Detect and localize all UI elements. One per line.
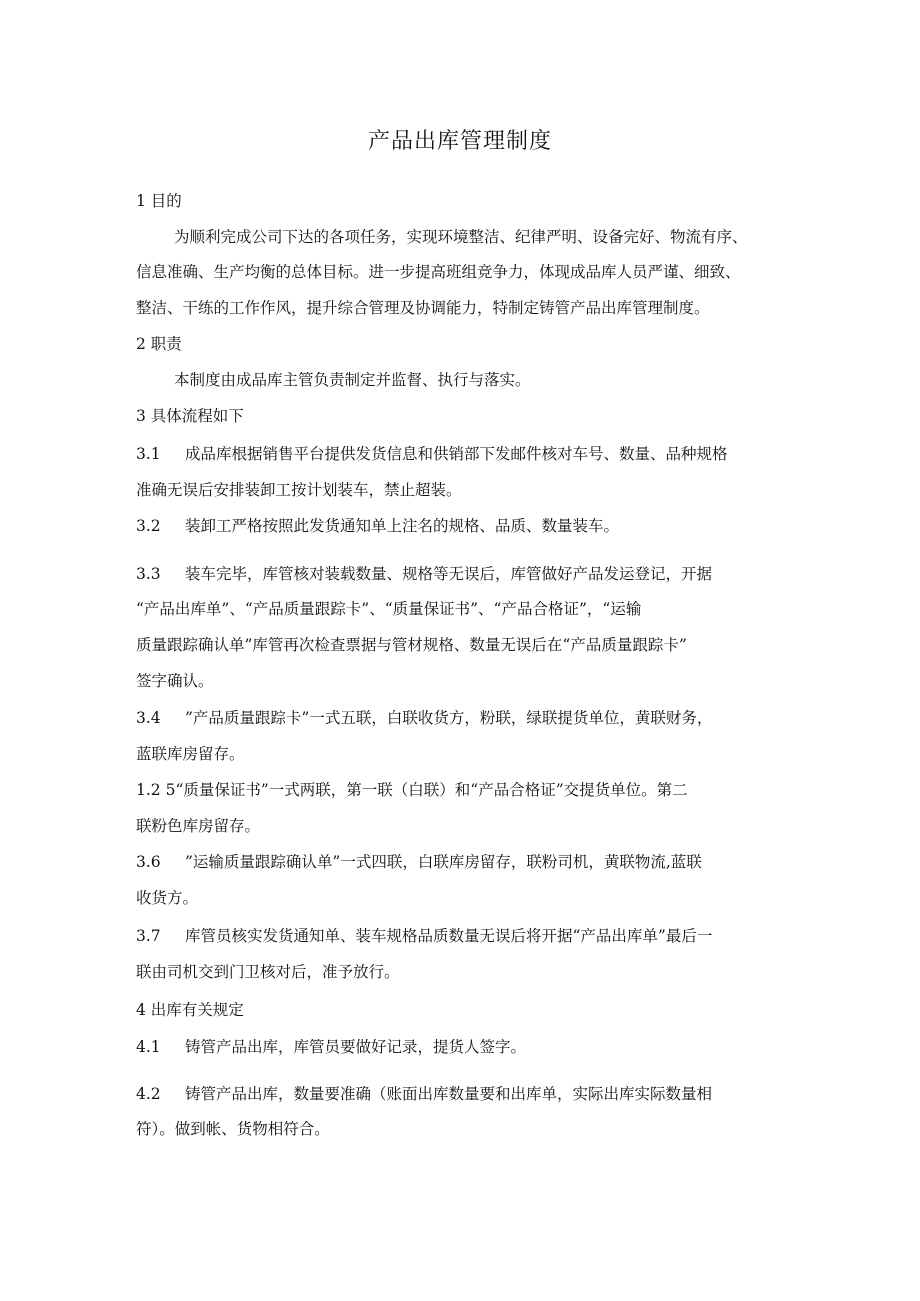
item-text: ”产品质量跟踪卡”一式五联，白联收货方，粉联，绿联提货单位，黄联财务， <box>185 709 713 727</box>
paragraph-line: 本制度由成品库主管负责制定并监督、执行与落实。 <box>174 371 531 389</box>
paragraph-line: 为顺利完成公司下达的各项任务，实现环境整洁、纪律严明、设备完好、物流有序、 <box>174 228 748 246</box>
section-heading-duties: 2 职责 <box>136 335 182 353</box>
paragraph-line: 准确无误后安排装卸工按计划装车，禁止超装。 <box>136 481 462 499</box>
paragraph-line: 收货方。 <box>136 889 199 907</box>
item-text: 铸管产品出库，数量要准确（账面出库数量要和出库单，实际出库实际数量相 <box>185 1085 713 1103</box>
item-number: 4.2 <box>136 1085 161 1103</box>
item-text: 装车完毕，库管核对装载数量、规格等无误后，库管做好产品发运登记，开据 <box>185 565 713 583</box>
item-number: 3.3 <box>136 565 161 583</box>
item-number: 4.1 <box>136 1038 161 1056</box>
paragraph-line: 蓝联库房留存。 <box>136 745 245 763</box>
item-number: 3.4 <box>136 709 161 727</box>
document-title: 产品出库管理制度 <box>367 129 552 154</box>
paragraph-line: “产品出库单”、“产品质量跟踪卡”、“质量保证书”、“产品合格证”，“运输 <box>136 600 642 618</box>
item-text: 装卸工严格按照此发货通知单上注名的规格、品质、数量装车。 <box>185 517 620 535</box>
paragraph-line: 联由司机交到门卫核对后，准予放行。 <box>136 963 400 981</box>
section-heading-process: 3 具体流程如下 <box>136 407 244 425</box>
item-text: 库管员核实发货通知单、装车规格品质数量无误后将开据“产品出库单”最后一 <box>185 927 713 945</box>
item-number: 3.2 <box>136 517 161 535</box>
paragraph-line: 整洁、干练的工作作风，提升综合管理及协调能力，特制定铸管产品出库管理制度。 <box>136 299 710 317</box>
paragraph-line: 签字确认。 <box>136 672 214 690</box>
paragraph-line: 联粉色库房留存。 <box>136 817 261 835</box>
item-text: ”运输质量跟踪确认单”一式四联，白联库房留存，联粉司机，黄联物流,蓝联 <box>185 853 702 871</box>
section-heading-rules: 4 出库有关规定 <box>136 1001 244 1019</box>
item-number: 3.7 <box>136 927 161 945</box>
item-text: 铸管产品出库，库管员要做好记录，提货人签字。 <box>185 1038 527 1056</box>
paragraph-line: 信息准确、生产均衡的总体目标。进一步提高班组竞争力，体现成品库人员严谨、细致、 <box>136 263 741 281</box>
list-item-3-5: 1.2 5“质量保证书”一式两联，第一联（白联）和“产品合格证”交提货单位。第二 <box>136 781 688 799</box>
section-heading-purpose: 1 目的 <box>136 192 182 210</box>
paragraph-line: 质量跟踪确认单”库管再次检查票据与管材规格、数量无误后在“产品质量跟踪卡” <box>136 636 687 654</box>
paragraph-line: 符）。做到帐、货物相符合。 <box>136 1120 330 1138</box>
item-number: 3.1 <box>136 445 161 463</box>
item-number: 3.6 <box>136 853 161 871</box>
item-text: 成品库根据销售平台提供发货信息和供销部下发邮件核对车号、数量、品种规格 <box>185 445 728 463</box>
